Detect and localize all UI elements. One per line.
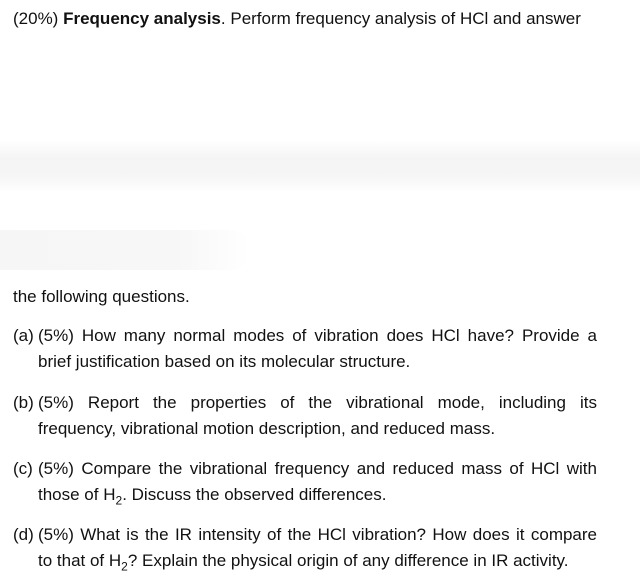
question-c-line2-pre: those of H	[38, 485, 116, 504]
question-b-label: (b)	[13, 393, 34, 412]
question-d-line2-post: ? Explain the physical origin of any difference in IR activity.	[127, 551, 569, 570]
question-a-line2: brief justification based on its molecular structure.	[38, 352, 411, 371]
question-b-line2: frequency, vibrational motion description, and reduced mass.	[38, 419, 496, 438]
heading-continuation: the following questions.	[13, 287, 190, 306]
question-a-label: (a)	[13, 326, 34, 345]
question-d-line2	[38, 548, 597, 574]
question-b-line1: (5%) Report the properties of the vibrational mode, including its	[38, 393, 597, 412]
question-a-line1: (5%) How many normal modes of vibration does HCl have? Provide a	[38, 326, 597, 345]
question-d-line2-pre: to that of H	[38, 551, 122, 570]
question-c-line2	[38, 482, 597, 508]
question-c-line1: (5%) Compare the vibrational frequency and reduced mass of HCl with	[38, 459, 597, 478]
question-d-label: (d)	[13, 525, 34, 544]
question-b	[13, 390, 597, 442]
question-c-label: (c)	[13, 459, 33, 478]
blur-smudge-top	[0, 140, 640, 192]
question-c-subscript: 2	[115, 493, 123, 508]
question-d-subscript: 2	[121, 559, 128, 574]
question-d	[13, 522, 597, 574]
question-a	[13, 323, 597, 375]
question-c-line2-post: . Discuss the observed differences.	[122, 485, 387, 504]
heading-title: Frequency analysis	[63, 9, 221, 28]
blur-smudge-left	[0, 230, 250, 270]
question-c	[13, 456, 597, 508]
heading-text: . Perform frequency analysis of HCl and answer	[220, 9, 581, 28]
question-heading	[13, 9, 581, 29]
question-d-line1: (5%) What is the IR intensity of the HCl vibration? How does it compare	[38, 525, 597, 544]
heading-points: (20%)	[13, 9, 59, 28]
